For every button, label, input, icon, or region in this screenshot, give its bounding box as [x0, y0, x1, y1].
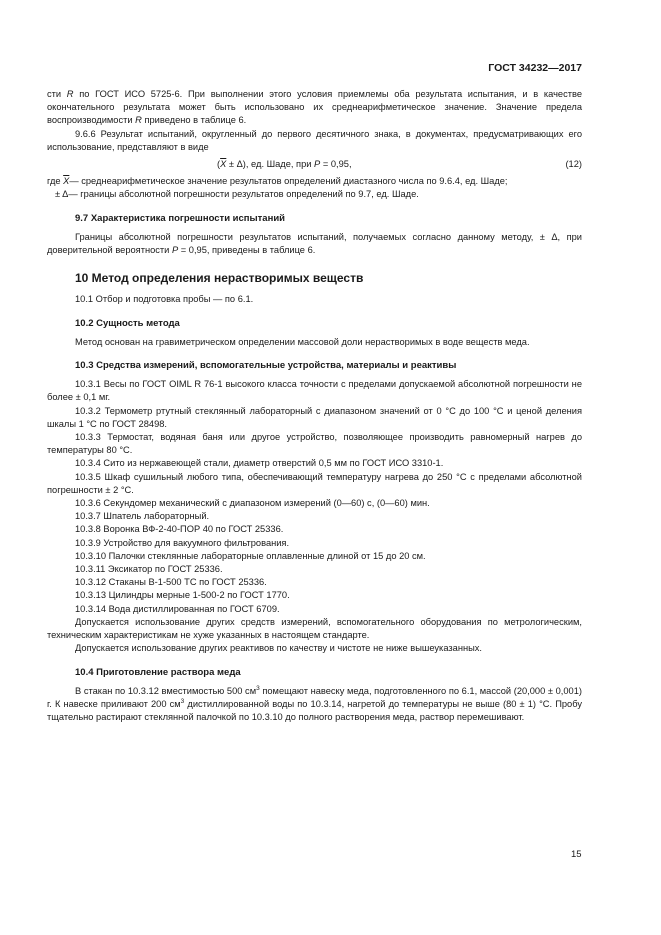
definition-delta: ± Δ — границы абсолютной погрешности результатов определений по 9.7, ед. Шаде.	[55, 189, 419, 200]
paragraph-allowance-equipment: Допускается использование других средств измерений, вспомогательного оборудования по метрологическим, техническим характеристикам не хуже указанных в настоящем стандарте.	[47, 616, 582, 641]
heading-10-3: 10.3 Средства измерений, вспомогательные устройства, материалы и реактивы	[75, 360, 457, 372]
paragraph-allowance-reagents: Допускается использование других реактивов по качеству и чистоте не ниже вышеуказанных.	[75, 643, 482, 654]
heading-9-7: 9.7 Характеристика погрешности испытаний	[75, 212, 286, 224]
document-header: ГОСТ 34232—2017	[488, 62, 582, 74]
list-item: 10.3.1 Весы по ГОСТ OIML R 76-1 высокого класса точности с пределами допускаемой абсолютной погрешности не более ± 0,1 мг.	[47, 379, 582, 403]
list-item: 10.3.8 Воронка ВФ-2-40-ПОР 40 по ГОСТ 25336.	[75, 524, 284, 535]
heading-section-10: 10 Метод определения нерастворимых веществ	[75, 271, 364, 286]
paragraph-10-4: В стакан по 10.3.12 вместимостью 500 $см^3$ помещают навеску меда, подготовленного по 6.1, массой (20,000 ± 0,001) г. К навеске приливают 200 $см^3$ дистиллированной воды по 10.3.14, нагретой до температуры не выше (80 ± 1) °С. Пробу тщательно растирают стеклянной палочкой по 10.3.10 до полного растворения меда, раствор перемешивают.	[47, 684, 582, 723]
list-item: 10.3.9 Устройство для вакуумного фильтрования.	[75, 537, 290, 548]
heading-10-2: 10.2 Сущность метода	[75, 317, 180, 329]
page-number: 15	[571, 849, 582, 860]
paragraph-10-1: 10.1 Отбор и подготовка пробы — по 6.1.	[75, 294, 254, 305]
list-item: 10.3.2 Термометр ртутный стеклянный лабораторный с диапазоном значений от 0 °С до 100 °С и ценой деления шкалы 1 °С по ГОСТ 28498.	[47, 405, 582, 429]
document-body	[47, 88, 582, 724]
list-item: 10.3.3 Термостат, водяная баня или другое устройство, позволяющее производить равномерный нагрев до температуры 80 °С.	[47, 432, 582, 456]
formula-12	[47, 158, 582, 171]
list-item: 10.3.10 Палочки стеклянные лабораторные оплавленные длиной от 15 до 20 см.	[75, 550, 426, 561]
formula-expression: $(\overline{X} \pm \Delta)$, ед. Шаде, при P = 0,95,	[217, 159, 352, 170]
formula-number: (12)	[565, 159, 582, 170]
list-item: 10.3.5 Шкаф сушильный любого типа, обеспечивающий температуру нагрева до 250 °С с пределами абсолютной погрешности ± 2 °С.	[47, 471, 582, 495]
definition-mean: где $\overline{X}$ — среднеарифметическое значение результатов определений диастазного числа по 9.6.4, ед. Шаде;	[47, 176, 508, 187]
paragraph-9-7: Границы абсолютной погрешности результатов испытаний, получаемых согласно данному методу, ± Δ, при доверительной вероятности P = 0,95, приведены в таблице 6.	[47, 231, 582, 256]
heading-10-4: 10.4 Приготовление раствора меда	[75, 666, 241, 678]
paragraph-9-6-6: 9.6.6 Результат испытаний, округленный до первого десятичного знака, в документах, предусматривающих его использование, представляют в виде	[47, 128, 582, 152]
list-item: 10.3.4 Сито из нержавеющей стали, диаметр отверстий 0,5 мм по ГОСТ ИСО 3310-1.	[75, 458, 444, 469]
list-item: 10.3.7 Шпатель лабораторный.	[75, 511, 210, 522]
list-item: 10.3.6 Секундомер механический с диапазоном измерений (0—60) с, (0—60) мин.	[75, 498, 430, 509]
list-item: 10.3.14 Вода дистиллированная по ГОСТ 6709.	[75, 603, 280, 614]
paragraph-reproducibility: сти R по ГОСТ ИСО 5725-6. При выполнении этого условия приемлемы оба результата испытания, и в качестве окончательного результата может быть использовано их среднеарифметическое значение. Значение предела воспроизводимости R приведено в таблице 6.	[47, 89, 582, 126]
list-item: 10.3.13 Цилиндры мерные 1-500-2 по ГОСТ 1770.	[75, 590, 290, 601]
list-item: 10.3.12 Стаканы В-1-500 ТС по ГОСТ 25336.	[75, 577, 267, 588]
paragraph-10-2: Метод основан на гравиметрическом определении массовой доли нерастворимых в воде веществ меда.	[75, 336, 530, 347]
list-item: 10.3.11 Эксикатор по ГОСТ 25336.	[75, 564, 223, 575]
